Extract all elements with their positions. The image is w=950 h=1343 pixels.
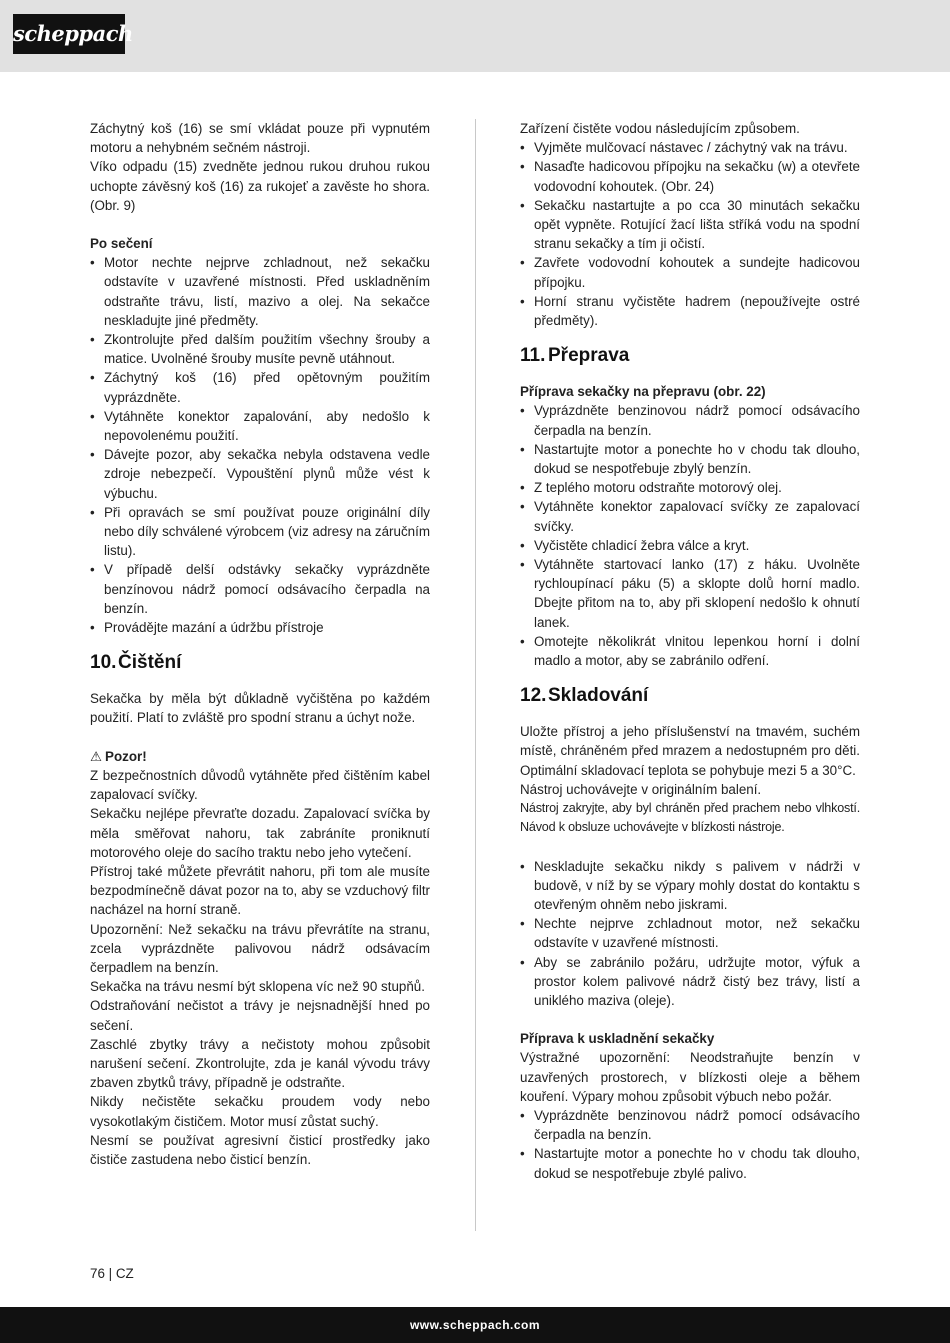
section-title: Přeprava: [548, 345, 630, 367]
list-item: • Sekačku nastartujte a po cca 30 minutách sekačku opět vypněte. Rotující žací lišta stříká vodu na spodní stranu sekačky a tím ji očistí.: [520, 196, 860, 254]
paragraph: Nikdy nečistěte sekačku proudem vody nebo vysokotlakým čističem. Motor musí zůstat suchý.: [90, 1094, 430, 1129]
paragraph: Nástroj zakryjte, aby byl chráněn před prachem nebo vlhkostí. Návod k obsluze uchovávejte v blízkosti nástroje.: [520, 801, 860, 835]
list-item: • Neskladujte sekačku nikdy s palivem v nádrži v budově, v níž by se výpary mohly dostat do kontaktu s otevřeným ohněm nebo jiskrami.: [520, 857, 860, 915]
list-item: • Vyčistěte chladicí žebra válce a kryt.: [520, 536, 860, 555]
list-item: • Nastartujte motor a ponechte ho v chodu tak dlouho, dokud se nespotřebuje zbylý benzín.: [520, 440, 860, 478]
paragraph: Sekačka na trávu nesmí být sklopena víc než 90 stupňů.: [90, 979, 425, 995]
paragraph: Upozornění: Než sekačku na trávu převrátíte na stranu, zcela vyprázdněte palivovou nádrž odsávacím čerpadlem na benzín.: [90, 921, 430, 975]
website-link[interactable]: www.scheppach.com: [409, 1318, 541, 1332]
paragraph: Uložte přístroj a jeho příslušenství na tmavém, suchém místě, chráněném před mrazem a nedostupném pro děti. Optimální skladovací teplota se pohybuje mezi 5 a 30°C.: [520, 724, 860, 778]
list-item: • Zavřete vodovodní kohoutek a sundejte hadicovou přípojku.: [520, 253, 860, 291]
list-item: • Zkontrolujte před dalším použitím všechny šrouby a matice. Uvolněné šrouby musíte pevně utáhnout.: [90, 330, 430, 368]
list-item: • Nastartujte motor a ponechte ho v chodu tak dlouho, dokud se nespotřebuje zbylé palivo.: [520, 1144, 860, 1182]
list-item: • Nasaďte hadicovou přípojku na sekačku (w) a otevřete vodovodní kohoutek. (Obr. 24): [520, 157, 860, 195]
paragraph: Nástroj uchovávejte v originálním balení.: [520, 781, 762, 797]
list-item: • Vyprázdněte benzinovou nádrž pomocí odsávacího čerpadla na benzín.: [520, 401, 860, 439]
transport-list: [520, 401, 860, 670]
header-bar: [0, 0, 950, 72]
list-item: • Záchytný koš (16) před opětovným použitím vyprázdněte.: [90, 368, 430, 406]
subheading-after-mowing: Po sečení: [90, 236, 153, 252]
section-number: 11.: [520, 345, 546, 367]
warning-title: Pozor!: [105, 748, 147, 764]
section-heading-transport: [520, 344, 860, 368]
section-title: Čištění: [118, 652, 182, 674]
list-item: • Vyjměte mulčovací nástavec / záchytný vak na trávu.: [520, 138, 860, 157]
after-mowing-list: [90, 253, 430, 637]
section-number: 12.: [520, 685, 547, 707]
list-item: • Aby se zabránilo požáru, udržujte motor, výfuk a prostor kolem palivové nádrž čistý bez trávy, listí a uniklého maziva (oleje).: [520, 953, 860, 1011]
footer-bar: [0, 1307, 950, 1343]
paragraph: Zaschlé zbytky trávy a nečistoty mohou způsobit narušení sečení. Zkontrolujte, zda je kanál vývodu trávy zbaven zbytků trávy, případně je odstraňte.: [90, 1036, 430, 1091]
water-cleaning-list: [520, 138, 860, 330]
paragraph: Nesmí se používat agresivní čisticí prostředky jako čističe zastudena nebo čisticí benzín.: [90, 1132, 430, 1167]
paragraph: Přístroj také můžete převrátit nahoru, při tom ale musíte bezpodmínečně dávat pozor na to, aby se vzduchový filtr nacházel na horní straně.: [90, 863, 430, 918]
brand-logo: scheppach: [13, 14, 125, 54]
warning-icon: ⚠: [90, 748, 103, 764]
list-item: • Nechte nejprve zchladnout motor, než sekačku odstavíte v uzavřené místnosti.: [520, 914, 860, 952]
list-item: • Motor nechte nejprve zchladnout, než sekačku odstavíte v uzavřené místnosti. Před uskladněním odstraňte trávu, listí, mazivo a olej. Na sekačce neskladujte jiné předměty.: [90, 253, 430, 330]
paragraph: Z bezpečnostních důvodů vytáhněte před čištěním kabel zapalovací svíčky.: [90, 767, 430, 803]
section-title: Skladování: [548, 685, 649, 707]
paragraph: Víko odpadu (15) zvedněte jednou rukou druhou rukou uchopte závěsný koš (16) za rukojeť a zavěste ho shora. (Obr. 9): [90, 159, 430, 213]
left-column: [90, 119, 430, 1169]
paragraph: Sekačku nejlépe převraťte dozadu. Zapalovací svíčka by měla směřovat nahoru, tak zabráníte proniknutí motorového oleje do sacího traktu nebo jeho vytečení.: [90, 806, 430, 860]
paragraph: Výstražné upozornění: Neodstraňujte benzín v uzavřených prostorech, v blízkosti oleje a během kouření. Výpary mohou způsobit výbuch nebo požár.: [520, 1050, 860, 1104]
list-item: • Vytáhněte konektor zapalování, aby nedošlo k nepovolenému použití.: [90, 407, 430, 445]
warning-heading: [90, 747, 430, 766]
list-item: • Horní stranu vyčistěte hadrem (nepoužívejte ostré předměty).: [520, 292, 860, 330]
storage-list: [520, 857, 860, 1011]
subheading-transport-prep: Příprava sekačky na přepravu (obr. 22): [520, 384, 766, 400]
list-item: • Z teplého motoru odstraňte motorový olej.: [520, 478, 860, 497]
list-item: • Vytáhněte konektor zapalovací svíčky ze zapalovací svíčky.: [520, 497, 860, 535]
paragraph: Zařízení čistěte vodou následujícím způsobem.: [520, 121, 800, 136]
list-item: • V případě delší odstávky sekačky vyprázdněte benzínovou nádrž pomocí odsávacího čerpadla na benzín.: [90, 560, 430, 618]
list-item: • Dávejte pozor, aby sekačka nebyla odstavena vedle zdroje nebezpečí. Vypouštění plynů může vést k výbuchu.: [90, 445, 430, 503]
storage-prep-list: [520, 1106, 860, 1183]
section-heading-storage: [520, 684, 860, 708]
list-item: • Provádějte mazání a údržbu přístroje: [90, 618, 430, 637]
column-divider: [475, 119, 476, 1231]
paragraph: Záchytný koš (16) se smí vkládat pouze při vypnutém motoru a nehybném sečném nástroji.: [90, 121, 430, 156]
section-number: 10.: [90, 652, 117, 674]
list-item: • Při opravách se smí používat pouze originální díly nebo díly schválené výrobcem (viz adresy na záručním listu).: [90, 503, 430, 561]
page-number: 76 | CZ: [90, 1266, 134, 1281]
subheading-storage-prep: Příprava k uskladnění sekačky: [520, 1031, 715, 1047]
right-column: [520, 119, 860, 1183]
list-item: • Vyprázdněte benzinovou nádrž pomocí odsávacího čerpadla na benzín.: [520, 1106, 860, 1144]
section-heading-cleaning: [90, 651, 430, 675]
list-item: • Omotejte několikrát vlnitou lepenkou horní i dolní madlo a motor, aby se zabránilo odření.: [520, 632, 860, 670]
paragraph: Sekačka by měla být důkladně vyčištěna po každém použití. Platí to zvláště pro spodní stranu a úchyt nože.: [90, 691, 430, 726]
list-item: • Vytáhněte startovací lanko (17) z háku. Uvolněte rychloupínací páku (5) a sklopte dolů horní madlo. Dbejte přitom na to, aby při sklopení nedošlo k ohnutí lanek.: [520, 555, 860, 632]
paragraph: Odstraňování nečistot a trávy je nejsnadnější hned po sečení.: [90, 998, 430, 1033]
